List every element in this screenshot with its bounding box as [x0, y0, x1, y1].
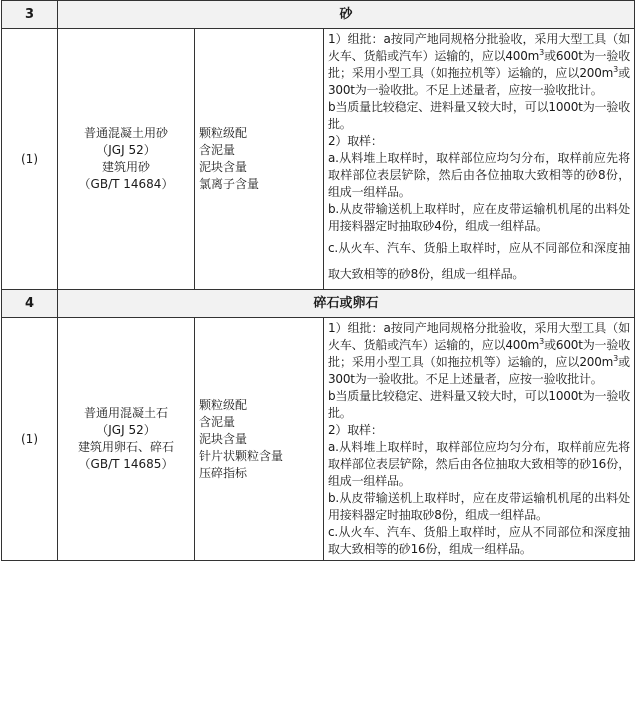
standard-line: 普通混凝土用砂	[83, 126, 168, 140]
parameter-item: 泥块含量	[199, 160, 248, 174]
row-index: (1)	[2, 318, 58, 561]
section-number: 3	[2, 1, 58, 29]
parameter-item: 含泥量	[199, 414, 236, 429]
table-row	[2, 29, 635, 290]
batch-rule: 1）组批：a按同产地同规格分批验收，采用大型工具（如火车、货船或汽车）运输的，应以$400m^3$或600t为一验收批；采用小型工具（如拖拉机等）运输的，应以$200m^3$或300t为一验收批。不足上述量者，应按一验收批计。	[328, 32, 630, 97]
sampling-rule-a: a.从料堆上取样时，取样部位应均匀分布，取样前应先将取样部位表层铲除，然后由各位抽取大致相等的砂8份，组成一组样品。	[328, 151, 630, 199]
section-number: 4	[2, 290, 58, 318]
standard-names	[58, 318, 195, 561]
standard-line: （GB/T 14684）	[78, 177, 174, 191]
parameter-item: 颗粒级配	[199, 397, 248, 412]
standard-line: （GB/T 14685）	[78, 457, 174, 471]
sampling-rule-c: c.从火车、汽车、货船上取样时，应从不同部位和深度抽取大致相等的砂8份，组成一组样品。	[328, 241, 630, 281]
batch-rule-b: b当质量比较稳定、进料量又较大时，可以1000t为一验收批。	[328, 100, 630, 131]
parameter-item: 压碎指标	[199, 465, 248, 480]
sampling-rules	[324, 29, 635, 290]
parameter-item: 氯离子含量	[199, 177, 260, 191]
sampling-rule-a: a.从料堆上取样时，取样部位应均匀分布，取样前应先将取样部位表层铲除，然后由各位抽取大致相等的砂16份，组成一组样品。	[328, 440, 630, 488]
test-parameters	[195, 318, 324, 561]
parameter-item: 泥块含量	[199, 431, 248, 446]
sampling-rules	[324, 318, 635, 561]
sampling-heading: 2）取样：	[328, 134, 383, 148]
sampling-rule-b: b.从皮带输送机上取样时，应在皮带运输机机尾的出料处用接料器定时抽取砂8份，组成一组样品。	[328, 491, 630, 522]
table-row	[2, 318, 635, 561]
parameter-item: 针片状颗粒含量	[199, 448, 284, 463]
standard-line: （JGJ 52）	[96, 423, 156, 437]
section-header-row	[2, 290, 635, 318]
standard-line: （JGJ 52）	[96, 143, 156, 157]
standard-names	[58, 29, 195, 290]
sampling-rule-c: c.从火车、汽车、货船上取样时，应从不同部位和深度抽取大致相等的砂16份，组成一组样品。	[328, 525, 630, 556]
parameter-item: 颗粒级配	[199, 126, 248, 140]
standard-line: 普通用混凝土石	[83, 406, 168, 420]
sampling-heading: 2）取样：	[328, 423, 383, 437]
standard-line: 建筑用卵石、碎石	[77, 440, 174, 454]
batch-rule-b: b当质量比较稳定、进料量又较大时，可以1000t为一验收批。	[328, 389, 630, 420]
standard-line: 建筑用砂	[101, 160, 150, 174]
section-header-row	[2, 1, 635, 29]
batch-rule: 1）组批：a按同产地同规格分批验收，采用大型工具（如火车、货船或汽车）运输的，应以$400m^3$或600t为一验收批；采用小型工具（如拖拉机等）运输的，应以$200m^3$或300t为一验收批。不足上述量者，应按一验收批计。	[328, 321, 630, 386]
test-parameters	[195, 29, 324, 290]
section-title: 砂	[58, 1, 635, 29]
section-title: 碎石或卵石	[58, 290, 635, 318]
sampling-table	[1, 0, 635, 561]
row-index: (1)	[2, 29, 58, 290]
parameter-item: 含泥量	[199, 143, 236, 157]
sampling-rule-b: b.从皮带输送机上取样时，应在皮带运输机机尾的出料处用接料器定时抽取砂4份，组成一组样品。	[328, 202, 630, 233]
